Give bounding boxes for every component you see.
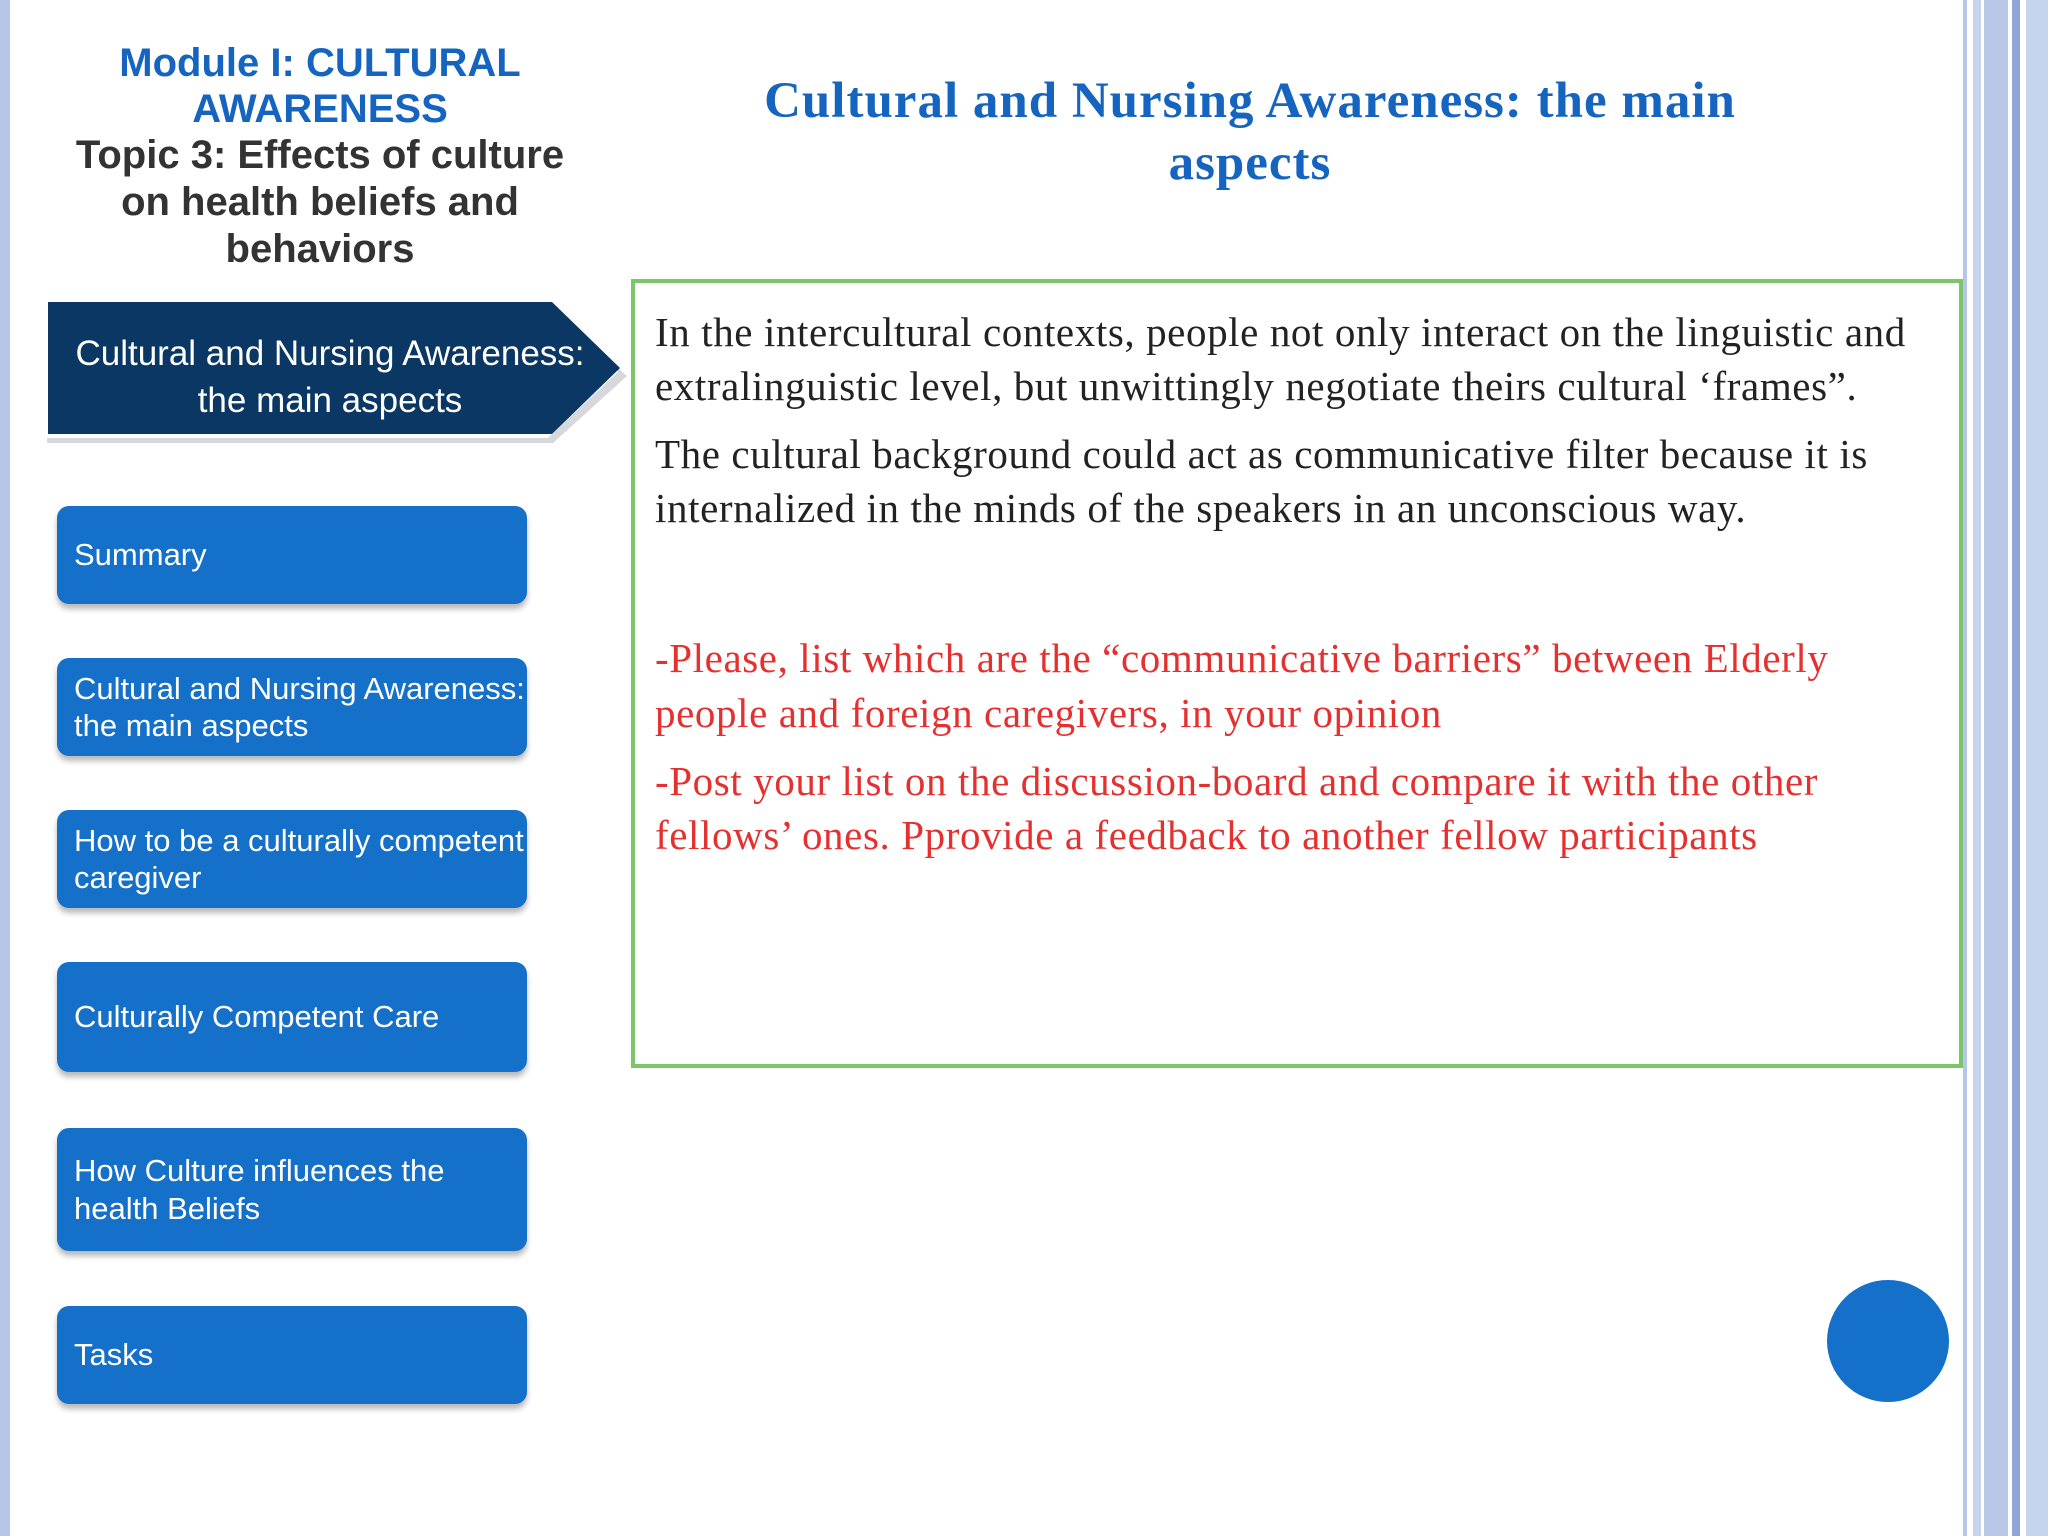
nav-button-label: How to be a culturally competent caregiver xyxy=(74,822,524,895)
task-instruction: -Post your list on the discussion-board and compare it with the other fellows’ ones. Pprovide a feedback to another fellow participants xyxy=(655,757,1819,858)
right-frame-stripe xyxy=(2026,0,2048,1536)
nav-button-label: Tasks xyxy=(74,1337,154,1373)
nav-button-label: Cultural and Nursing Awareness: the main aspects xyxy=(74,670,525,743)
task-instruction: -Please, list which are the “communicative barriers” between Elderly people and foreign caregivers, in your opinion xyxy=(655,635,1829,736)
nav-culturally-competent-care-button[interactable] xyxy=(57,962,527,1072)
content-paragraph: In the intercultural contexts, people not only interact on the linguistic and extralinguistic level, but unwittingly negotiate theirs cultural ‘frames”. xyxy=(655,309,1906,410)
nav-culturally-competent-caregiver-button[interactable] xyxy=(57,810,527,908)
current-section-indicator xyxy=(40,302,630,454)
left-frame-stripe xyxy=(0,0,10,1536)
nav-button-label: How Culture influences the health Beliefs xyxy=(74,1153,445,1226)
right-frame-stripe xyxy=(1963,0,1967,1536)
slide-title: Cultural and Nursing Awareness: the main aspects xyxy=(764,73,1736,192)
nav-tasks-button[interactable] xyxy=(57,1306,527,1404)
blue-circle-icon[interactable] xyxy=(1827,1280,1949,1402)
right-frame-stripe xyxy=(1984,0,2008,1536)
topic-title: Topic 3: Effects of culture on health beliefs and behaviors xyxy=(75,133,565,272)
right-frame-stripe xyxy=(2012,0,2020,1536)
module-header xyxy=(60,40,580,274)
content-box xyxy=(631,279,1963,1068)
content-paragraph: The cultural background could act as communicative filter because it is internalized in the minds of the speakers in an unconscious way. xyxy=(655,431,1868,532)
nav-cultural-nursing-awareness-button[interactable] xyxy=(57,658,527,756)
nav-button-label: Summary xyxy=(74,537,207,573)
nav-summary-button[interactable] xyxy=(57,506,527,604)
nav-culture-health-beliefs-button[interactable] xyxy=(57,1128,527,1251)
nav-button-label: Culturally Competent Care xyxy=(74,999,440,1035)
module-title: Module I: CULTURAL AWARENESS xyxy=(119,41,521,131)
current-section-label: Cultural and Nursing Awareness: the main aspects xyxy=(75,333,585,420)
right-frame-stripe xyxy=(1973,0,1981,1536)
